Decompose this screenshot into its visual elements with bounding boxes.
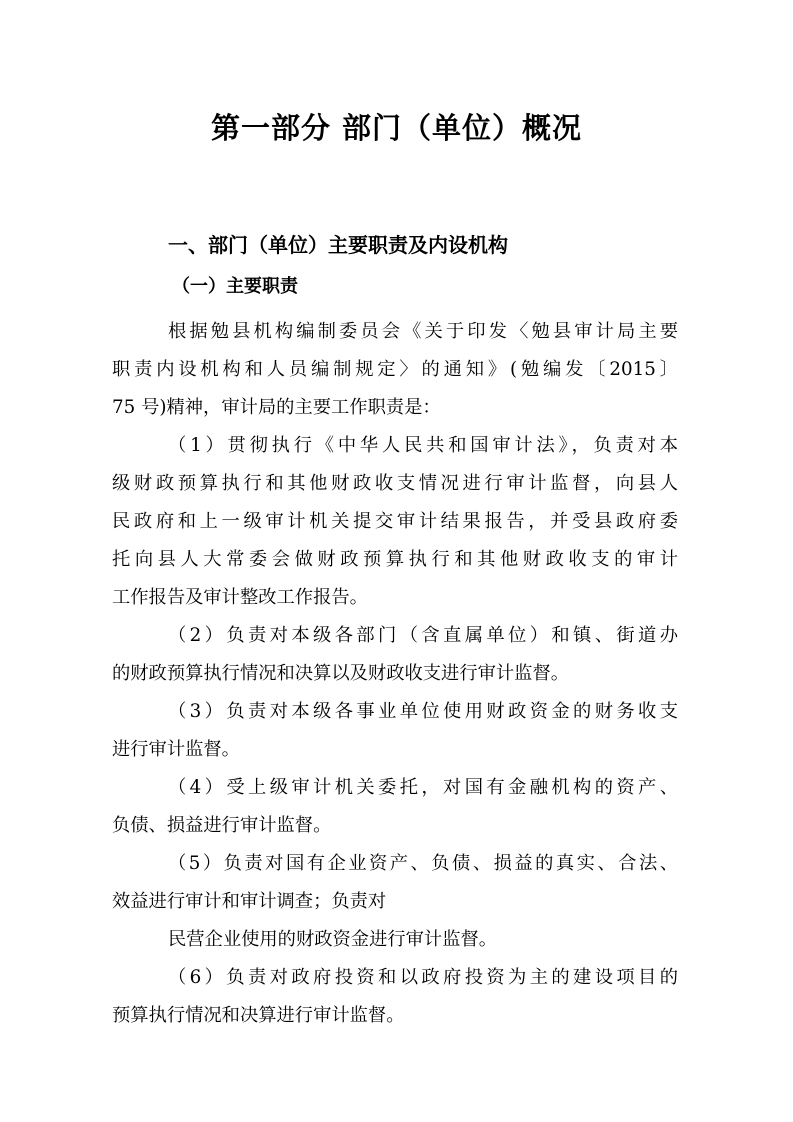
page-title: 第一部分 部门（单位）概况 xyxy=(210,111,583,145)
body-line: 根据勉县机构编制委员会《关于印发〈勉县审计局主要 xyxy=(168,321,678,342)
body-line: （5）负责对国有企业资产、负债、损益的真实、合法、 xyxy=(168,853,678,874)
sub-heading-main-duties: （一）主要职责 xyxy=(172,276,298,297)
body-line: 75 号)精神，审计局的主要工作职责是： xyxy=(112,397,441,418)
body-line: （6）负责对政府投资和以政府投资为主的建设项目的 xyxy=(168,967,678,988)
body-line: 民政府和上一级审计机关提交审计结果报告，并受县政府委 xyxy=(112,511,678,532)
body-line: 职责内设机构和人员编制规定〉的通知》(勉编发〔2015〕 xyxy=(112,359,678,380)
body-line: 进行审计监督。 xyxy=(112,739,240,760)
body-line: 的财政预算执行情况和决算以及财政收支进行审计监督。 xyxy=(112,663,570,684)
body-line: （4）受上级审计机关委托，对国有金融机构的资产、 xyxy=(168,777,678,798)
body-line: 负债、损益进行审计监督。 xyxy=(112,815,332,836)
body-line: 工作报告及审计整改工作报告。 xyxy=(112,587,368,608)
body-line: 预算执行情况和决算进行审计监督。 xyxy=(112,1005,405,1026)
section-heading: 一、部门（单位）主要职责及内设机构 xyxy=(168,233,508,257)
body-line: （3）负责对本级各事业单位使用财政资金的财务收支 xyxy=(168,701,678,722)
body-line: 效益进行审计和审计调查；负责对 xyxy=(112,891,387,912)
body-line: （2）负责对本级各部门（含直属单位）和镇、街道办 xyxy=(168,625,678,646)
body-line: 托向县人大常委会做财政预算执行和其他财政收支的审计 xyxy=(112,549,678,570)
body-line: 级财政预算执行和其他财政收支情况进行审计监督，向县人 xyxy=(112,473,678,494)
body-line: （1）贯彻执行《中华人民共和国审计法》，负责对本 xyxy=(168,435,678,456)
body-line: 民营企业使用的财政资金进行审计监督。 xyxy=(168,929,498,950)
